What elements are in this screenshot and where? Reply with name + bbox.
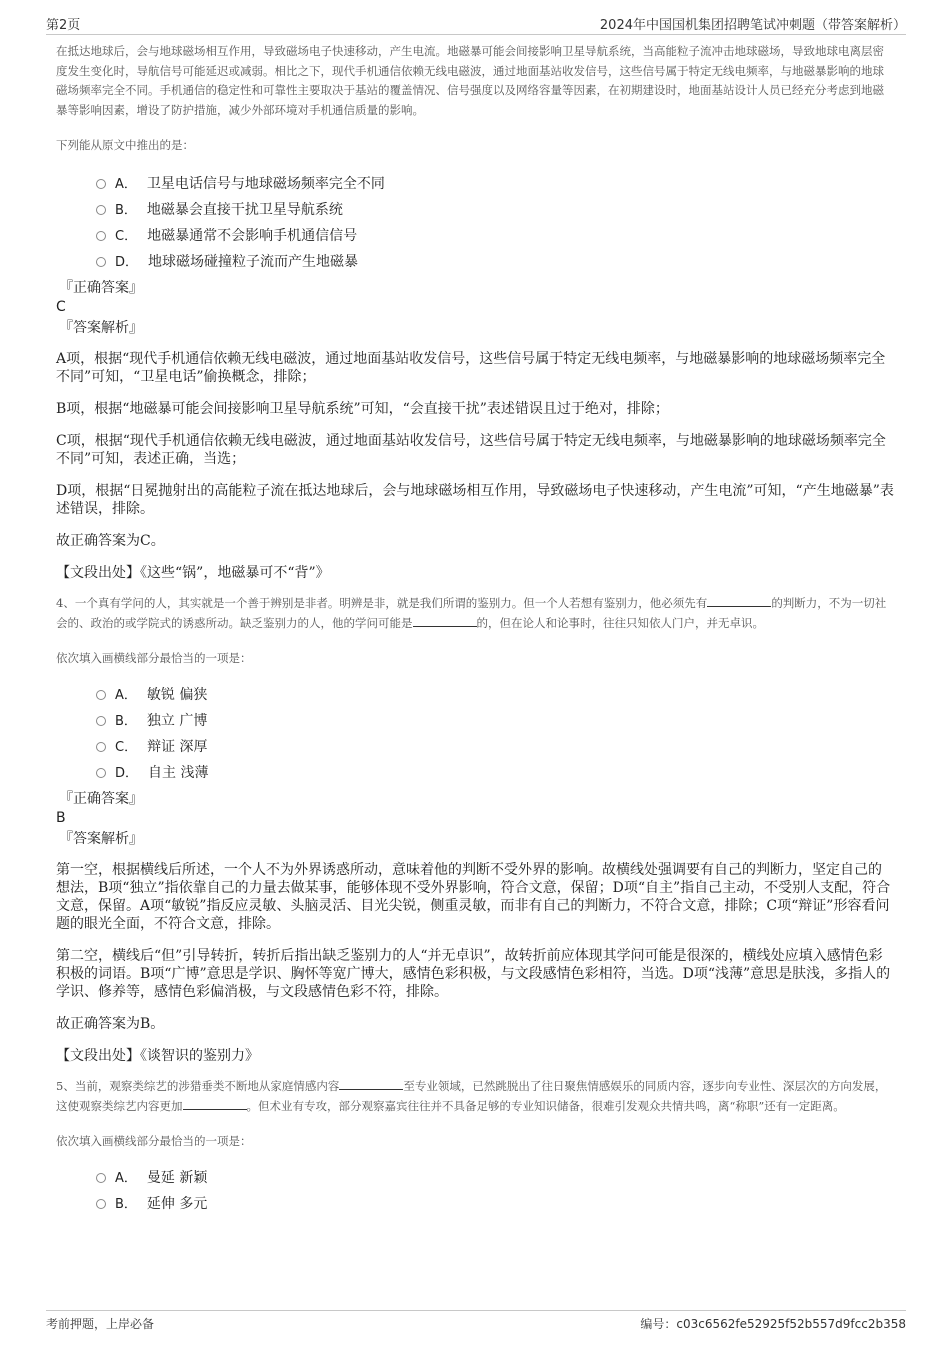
q3-options: [56, 171, 894, 275]
radio-icon[interactable]: [96, 257, 106, 267]
radio-icon[interactable]: [96, 742, 106, 752]
q3-passage: 在抵达地球后，会与地球磁场相互作用，导致磁场电子快速移动，产生电流。地磁暴可能会间接影响卫星导航系统，当高能粒子流冲击地球磁场，导致地球电离层密度发生变化时，导航信号可能延迟或减弱。相比之下，现代手机通信依赖无线电磁波，通过地面基站收发信号，这些信号属于特定无线电频率，与地磁暴影响的地球磁场频率完全不同。手机通信的稳定性和可靠性主要取决于基站的覆盖情况、信号强度以及网络容量等因素，在初期建设时，地面基站设计人员已经充分考虑到地磁暴等影响因素，增设了防护措施，减少外部环境对手机通信质量的影响。: [56, 44, 884, 117]
q3-option-a[interactable]: [96, 171, 894, 197]
option-text: 独立 广博: [146, 713, 208, 729]
q3-option-b[interactable]: [96, 197, 894, 223]
q3-analysis-label: 『答案解析』: [59, 320, 143, 336]
option-letter: C．: [115, 740, 138, 755]
radio-icon[interactable]: [96, 231, 106, 241]
q4-option-c[interactable]: [96, 734, 894, 760]
option-letter: B．: [115, 203, 137, 218]
option-letter: B．: [115, 714, 137, 729]
option-text: 地磁暴会直接干扰卫星导航系统: [146, 202, 343, 218]
q4-correct-answer: B: [56, 810, 66, 826]
option-text: 曼延 新颖: [146, 1170, 208, 1186]
option-text: 辩证 深厚: [147, 739, 208, 755]
option-letter: A．: [115, 688, 137, 703]
q4-passage-part-3: 的，但在论人和论事时，往往只知依人门户，并无卓识。: [476, 615, 764, 630]
page-content: [56, 40, 894, 1217]
q4-options: [56, 682, 894, 786]
radio-icon[interactable]: [96, 716, 106, 726]
option-text: 地球磁场碰撞粒子流而产生地磁暴: [148, 254, 359, 270]
radio-icon[interactable]: [96, 205, 106, 215]
q3-option-c[interactable]: [96, 223, 894, 249]
q3-source: 【文段出处】《这些“锅”，地磁暴可不“背”》: [56, 565, 330, 581]
option-letter: D．: [115, 255, 139, 270]
option-letter: C．: [115, 229, 138, 244]
q5-passage-part-2: 至专业领域，已然跳脱出了往日聚焦情感娱乐的同质内容，逐步向专业性、深层次的方向发展，这使观察类综艺内容更加: [56, 1079, 887, 1113]
q4-conclusion: 故正确答案为B。: [56, 1016, 165, 1032]
q5-options: [56, 1165, 894, 1217]
footer-slogan: 考前押题，上岸必备: [46, 1317, 155, 1331]
option-text: 延伸 多元: [146, 1196, 208, 1212]
q5-prompt: 依次填入画横线部分最恰当的一项是：: [56, 1134, 252, 1148]
radio-icon[interactable]: [96, 1199, 106, 1209]
option-text: 地磁暴通常不会影响手机通信信号: [147, 228, 358, 244]
q5-option-b[interactable]: [96, 1191, 894, 1217]
q5-blank-2: [183, 1098, 247, 1110]
radio-icon[interactable]: [96, 768, 106, 778]
q5-passage-part-1: 5、当前，观察类综艺的涉猎垂类不断地从家庭情感内容: [56, 1079, 340, 1093]
q3-option-d[interactable]: [96, 249, 894, 275]
page-header: [46, 12, 906, 35]
q3-analysis-b: B项，根据“地磁暴可能会间接影响卫星导航系统”可知，“会直接干扰”表述错误且过于绝对，排除；: [56, 401, 669, 417]
q5-passage: [56, 1077, 894, 1116]
q5-blank-1: [339, 1078, 403, 1090]
q3-analysis-d: D项，根据“日冕抛射出的高能粒子流在抵达地球后，会与地球磁场相互作用，导致磁场电子快速移动，产生电流”可知，“产生地磁暴”表述错误，排除。: [56, 483, 894, 517]
option-letter: A．: [115, 1171, 137, 1186]
q4-analysis-label: 『答案解析』: [59, 831, 143, 847]
q3-analysis-a: A项，根据“现代手机通信依赖无线电磁波，通过地面基站收发信号，这些信号属于特定无线电频率，与地磁暴影响的地球磁场频率完全不同”可知，“卫星电话”偷换概念，排除；: [56, 351, 886, 385]
option-text: 自主 浅薄: [148, 765, 209, 781]
page-footer: [46, 1310, 906, 1335]
q4-option-d[interactable]: [96, 760, 894, 786]
option-letter: D．: [115, 766, 139, 781]
q3-correct-answer: C: [56, 299, 66, 315]
q3-prompt: 下列能从原文中推出的是：: [56, 138, 194, 152]
q4-blank-2: [413, 615, 477, 627]
q3-correct-answer-label: 『正确答案』: [59, 280, 143, 296]
q4-option-b[interactable]: [96, 708, 894, 734]
q4-option-a[interactable]: [96, 682, 894, 708]
q3-conclusion: 故正确答案为C。: [56, 533, 165, 549]
q4-passage-part-2: 的判断力，不为一切社会的、政治的或学院式的诱惑所动。缺乏鉴别力的人，他的学问可能是: [56, 596, 887, 630]
option-letter: A．: [115, 177, 137, 192]
radio-icon[interactable]: [96, 690, 106, 700]
q4-analysis-second-blank: 第二空，横线后“但”引导转折，转折后指出缺乏鉴别力的人“并无卓识”，故转折前应体现其学问可能是很深的，横线处应填入感情色彩积极的词语。B项“广博”意思是学识、胸怀等宽广博大，感情色彩积极，与文段感情色彩相符，当选。D项“浅薄”意思是肤浅，多指人的学识、修养等，感情色彩偏消极，与文段感情色彩不符，排除。: [56, 948, 891, 1000]
q5-passage-part-3: 。但术业有专攻，部分观察嘉宾往往并不具备足够的专业知识储备，很难引发观众共情共鸣，离“称职”还有一定距离。: [246, 1098, 845, 1113]
document-id: 编号：c03c6562fe52925f52b557d9fcc2b358: [640, 1317, 906, 1331]
q3-analysis-c: C项，根据“现代手机通信依赖无线电磁波，通过地面基站收发信号，这些信号属于特定无线电频率，与地磁暴影响的地球磁场频率完全不同”可知，表述正确，当选；: [56, 433, 886, 467]
q4-correct-answer-label: 『正确答案』: [59, 791, 143, 807]
q4-passage: [56, 594, 894, 633]
q4-source: 【文段出处】《谈智识的鉴别力》: [56, 1048, 259, 1064]
page-number: 第2页: [46, 18, 81, 33]
document-title: 2024年中国国机集团招聘笔试冲刺题（带答案解析）: [599, 18, 906, 33]
q4-blank-1: [707, 595, 771, 607]
q4-passage-part-1: 4、一个真有学问的人，其实就是一个善于辨别是非者。明辨是非，就是我们所谓的鉴别力。但一个人若想有鉴别力，他必须先有: [56, 596, 708, 610]
option-text: 卫星电话信号与地球磁场频率完全不同: [146, 176, 385, 192]
option-text: 敏锐 偏狭: [146, 687, 208, 703]
q4-prompt: 依次填入画横线部分最恰当的一项是：: [56, 651, 252, 665]
radio-icon[interactable]: [96, 179, 106, 189]
option-letter: B．: [115, 1197, 137, 1212]
q4-analysis-first-blank: 第一空，根据横线后所述，一个人不为外界诱惑所动，意味着他的判断不受外界的影响。故横线处强调要有自己的判断力，坚定自己的想法，B项“独立”指依靠自己的力量去做某事，能够体现不受外界影响，符合文意，保留；D项“自主”指自己主动，不受别人支配，符合文意，保留。A项“敏锐”指反应灵敏、头脑灵活、目光尖锐，侧重灵敏，而非有自己的判断力，不符合文意，排除；C项“辩证”形容看问题的眼光全面，不符合文意，排除。: [56, 862, 891, 932]
radio-icon[interactable]: [96, 1173, 106, 1183]
q5-option-a[interactable]: [96, 1165, 894, 1191]
